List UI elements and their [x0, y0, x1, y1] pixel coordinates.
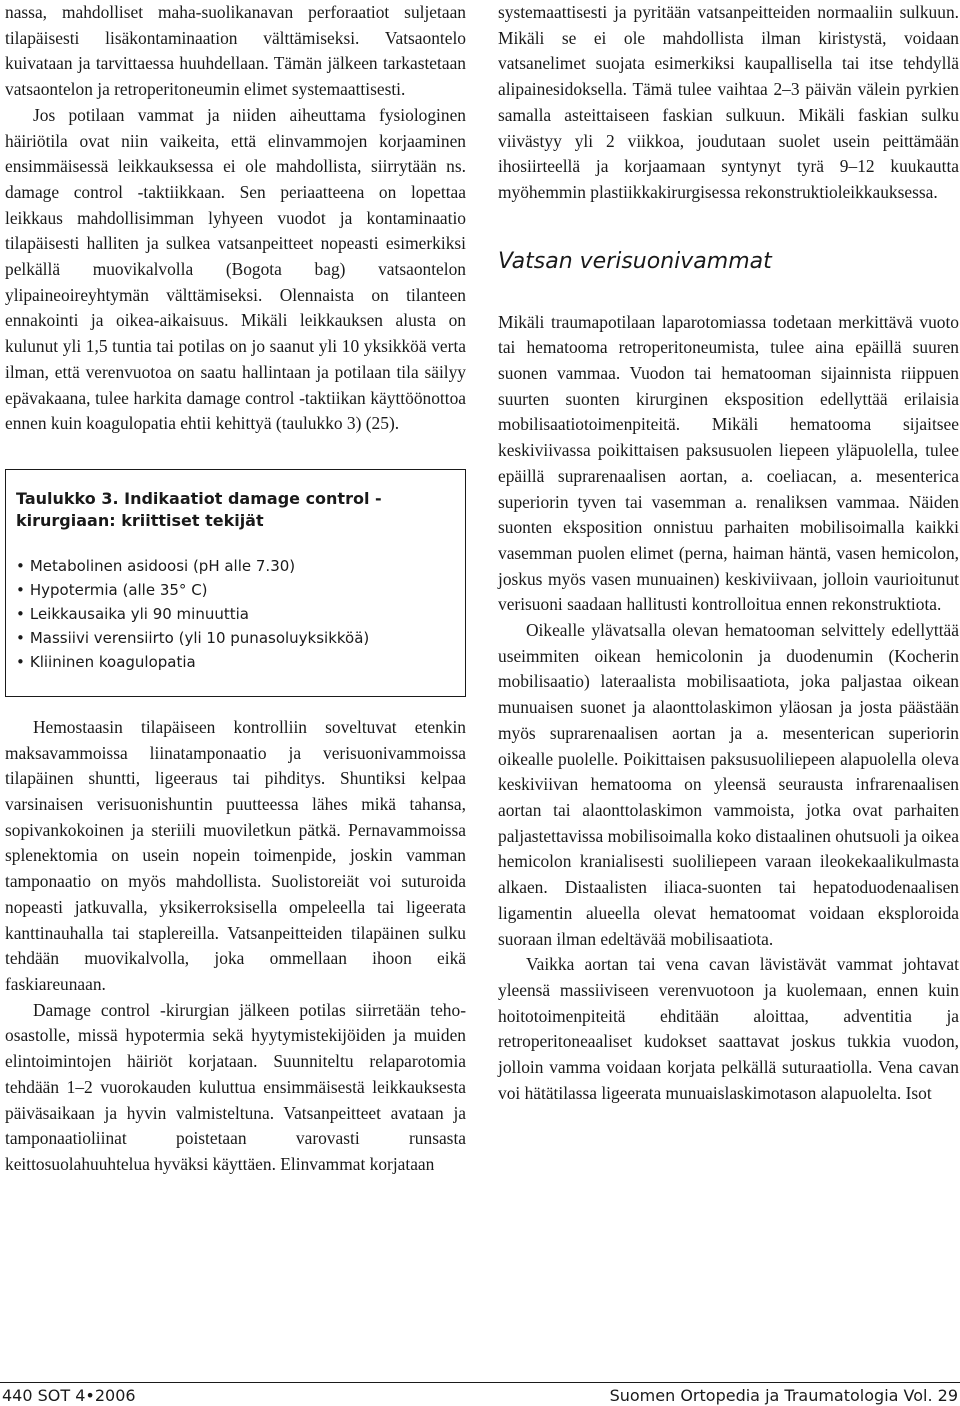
right-paragraph-2: Mikäli traumapotilaan laparotomiassa todetaan merkittävä vuoto tai hematooma retroperitoneumista, tulee aina epäillä suuren suonen vammaa. Vuodon tai hematooman sijainnista riippuen suurten suonten kirurginen eksposition edellyttää erilaisia mobilisaatiotoimenpiteitä. Mikäli hematooma sijaitsee keskiviivassa poikittaisen paksusuolen liepeen yläpuolella, tulee epäillä suprarenaalisen aortan, a. coeliacan, a. mesenterica superiorin tyven tai vasemman a. renaliksen vammaa. Näiden suonten eksposition onnistuu parhaiten mobilisoimalla kaikki vasemman puolen elimet (perna, haiman häntä, vasen hemicolon, joskus myös vasen munuainen) keskiviivaan, jolloin vaurioitunut verisuoni saadaan hallitusti kontrolloitua ennen rekonstruktiota. [498, 311, 959, 615]
page-footer [0, 1382, 960, 1405]
right-column [498, 0, 959, 1106]
footer-issue: 440 SOT 4•2006 [2, 1386, 136, 1405]
left-paragraph-1: nassa, mahdolliset maha-suolikanavan perforaatiot suljetaan tilapäisesti lisäkontaminaation välttämiseksi. Vatsaontelo kuivataan ja tarvittaessa huuhdellaan. Tämän jälkeen tarkastetaan vatsaontelon ja retroperitoneumin elimet systemaattisesti. [5, 2, 466, 100]
table-item: • Hypotermia (alle 35° C) [16, 578, 455, 602]
left-column [5, 0, 466, 1178]
table-item: • Leikkausaika yli 90 minuuttia [16, 602, 455, 626]
section-heading: Vatsan verisuonivammat [498, 248, 772, 274]
table-item: • Kliininen koagulopatia [16, 650, 455, 674]
footer-journal: Suomen Ortopedia ja Traumatologia Vol. 29 [609, 1386, 958, 1405]
right-paragraph-3: Oikealle ylävatsalla olevan hematooman selvittely edellyttää useimmiten oikean hemicolonin ja duodenumin (Kocherin mobilisaatio) lateraalista mobilisaatiota, joka paljastaa oikean munuaisen suonet ja alaonttolaskimon yläosan ja josta päästään myös suprarenaalisen aortan ja a. mesenterican superiorin oikealle puolelle. Poikittaisen paksusuoliliepeen alapuolella oleva keskiviivan hematooma on yleensä seurausta infrarenaalisen aortan tai alaonttolaskimon vammoista, jotka ovat parhaiten paljastettavissa mobilisoimalla koko distaalinen ohutsuoli ja oikea hemicolon kranialisesti suoliliepeen varaan ileokekaalikulmasta alkaen. Distaalisten iliaca-suonten tai hepatoduodenaalisen ligamentin alueella olevat hematoomat voidaan eksploroida suoraan ilman edeltävää mobilisaatiota. [498, 620, 959, 949]
right-paragraph-4: Vaikka aortan tai vena cavan lävistävät vammat johtavat yleensä massiiviseen verenvuotoon ja kuolemaan, ennen kuin hoitotoimenpiteitä ehditään aloittaa, adventitia ja retroperitoneaaliset kudokset saattavat joskus tukkia vuodon, jolloin vamma voidaan korjata pelkällä suturaatiolla. Vena cavan voi hätätilassa ligeerata munuaislaskimotason alapuolelta. Isot [498, 954, 959, 1103]
table-criteria-list [16, 554, 455, 674]
table-item: • Metabolinen asidoosi (pH alle 7.30) [16, 554, 455, 578]
left-paragraph-4: Damage control -kirurgian jälkeen potilas siirretään teho-osastolle, missä hypotermia sekä hyytymistekijöiden ja muiden elintoimintojen häiriöt korjataan. Suunniteltu relaparotomia tehdään 1–2 vuorokauden kuluttua ensimmäisestä leikkauksesta päiväsaikaan ja hyvin valmisteltuna. Vatsanpeitteet avataan ja tamponaatioliinat poistetaan varovasti runsasta keittosuolahuuhtelua hyväksi käyttäen. Elinvammat korjataan [5, 999, 466, 1174]
right-paragraph-1: systemaattisesti ja pyritään vatsanpeitteiden normaaliin sulkuun. Mikäli se ei ole mahdollista ilman kiristystä, voidaan vatsanelimet suojata esimerkiksi kaupallisella tai itse tehdyllä alipainesidoksella. Tämä tulee vaihtaa 2–3 päivän välein pyrkien samalla asteittaiseen faskian sulkuun. Mikäli faskian sulku viivästyy yli 2 viikkoa, joudutaan suolet usein peittämään ihosiirteellä ja korjaamaan syntynyt tyrä 9–12 kuukautta myöhemmin plastiikkakirurgisessa rekonstruktioleikkauksessa. [498, 2, 959, 202]
left-paragraph-2: Jos potilaan vammat ja niiden aiheuttama fysiologinen häiriötila ovat niin vaikeita, että elinvammojen korjaaminen ensimmäisessä leikkauksessa ei ole mahdollista, siirrytään ns. damage control -taktiikkaan. Sen periaatteena on lopettaa leikkaus mahdollisimman lyhyeen vuodot ja kontaminaatio tilapäisesti halliten ja sulkea vatsanpeitteet nopeasti esimerkiksi pelkällä muovikalvolla (Bogota bag) vatsaontelon ylipaineoireyhtymän välttämiseksi. Olennaista on tilanteen ennakointi ja oikea-aikaisuus. Mikäli leikkauksen alusta on kulunut yli 1,5 tuntia tai potilas on jo saanut yli 10 yksikköä verta ilman, että verenvuotoa on saatu hallintaan ja potilaan tila säilyy epävakaana, tulee harkita damage control -taktiikan käyttöönottoa ennen kuin koagulopatia ehtii kehittyä (taulukko 3) (25). [5, 104, 466, 434]
table-3-box [5, 469, 466, 697]
table-item: • Massiivi verensiirto (yli 10 punasoluyksikköä) [16, 626, 455, 650]
left-paragraph-3: Hemostaasin tilapäiseen kontrolliin soveltuvat etenkin maksavammoissa liinatamponaatio ja verisuonivammoissa tilapäinen shuntti, ligeeraus tai pihditys. Shuntiksi kelpaa varsinaisen verisuonishuntin puutteessa lähes mikä tahansa, sopivankokoinen ja steriili muoviletkun pätkä. Pernavammoissa splenektomia on usein nopein toimenpide, joskin vamman tamponaatio on myös mahdollista. Suolistoreiät voi suturoida nopeasti jatkuvalla, yksikerroksisella ompeleella tai ligeerata kanttinauhalla tai staplereilla. Vatsanpeitteiden tilapäinen sulku tehdään muovikalvolla, joka ommellaan ihoon eikä faskiareunaan. [5, 716, 466, 994]
table-title: Taulukko 3. Indikaatiot damage control -kirurgiaan: kriittiset tekijät [16, 488, 382, 530]
